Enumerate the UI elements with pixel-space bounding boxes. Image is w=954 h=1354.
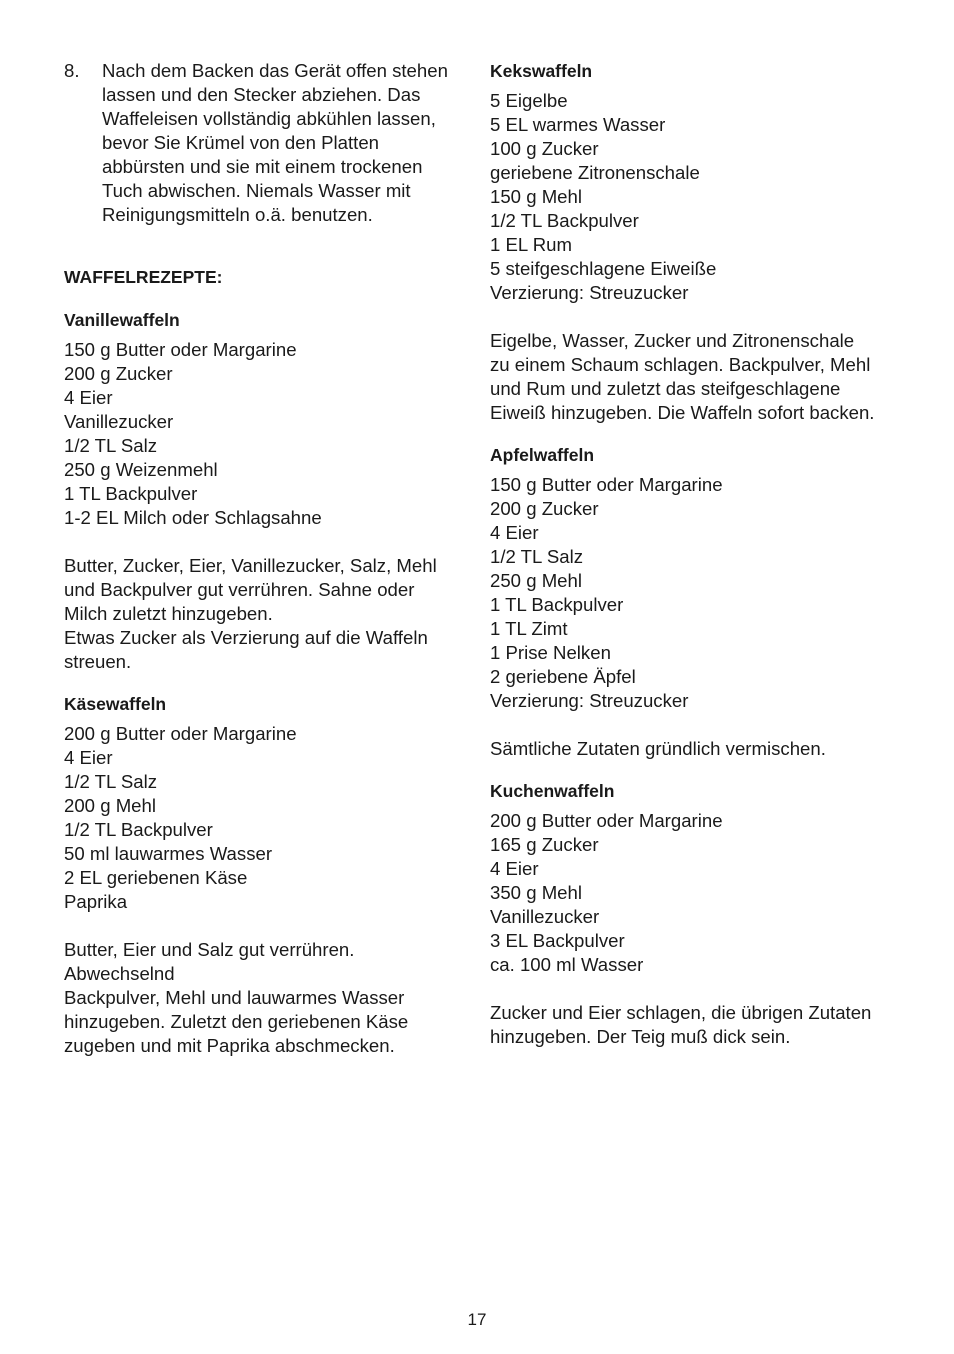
ingredient-line: 200 g Mehl — [64, 795, 156, 816]
step-text-line: abbürsten und sie mit einem trockenen — [102, 156, 423, 177]
ingredient-line: 150 g Mehl — [490, 186, 582, 207]
instruction-line: hinzugeben. Der Teig muß dick sein. — [490, 1026, 791, 1047]
instruction-line: Abwechselnd — [64, 963, 175, 984]
instructions-apfel — [490, 737, 910, 761]
instruction-line: Zucker und Eier schlagen, die übrigen Zutaten — [490, 1002, 872, 1023]
ingredient-line: 2 EL geriebenen Käse — [64, 867, 248, 888]
step-text-line: Waffeleisen vollständig abkühlen lassen, — [102, 108, 436, 129]
ingredient-line: 1 TL Zimt — [490, 618, 568, 639]
ingredient-line: 165 g Zucker — [490, 834, 599, 855]
ingredient-line: 1/2 TL Backpulver — [64, 819, 213, 840]
ingredient-line: 350 g Mehl — [490, 882, 582, 903]
ingredients-kuchen — [490, 809, 910, 977]
instructions-kuchen — [490, 1001, 910, 1049]
page-number: 17 — [467, 1310, 487, 1329]
ingredient-line: 250 g Weizenmehl — [64, 459, 218, 480]
ingredient-line: 200 g Butter oder Margarine — [490, 810, 723, 831]
recipe-title-kuchen: Kuchenwaffeln — [490, 781, 615, 801]
ingredient-line: 4 Eier — [490, 858, 539, 879]
ingredient-line: 3 EL Backpulver — [490, 930, 625, 951]
ingredient-line: 100 g Zucker — [490, 138, 599, 159]
instruction-line: Etwas Zucker als Verzierung auf die Waffeln — [64, 627, 428, 648]
ingredient-line: 1/2 TL Salz — [64, 771, 158, 792]
instruction-line: hinzugeben. Zuletzt den geriebenen Käse — [64, 1011, 409, 1032]
ingredient-line: 1-2 EL Milch oder Schlagsahne — [64, 507, 322, 528]
instruction-line: Butter, Eier und Salz gut verrühren. — [64, 939, 355, 960]
instructions-kaese — [64, 938, 472, 1058]
step-text-line: bevor Sie Krümel von den Platten — [102, 132, 379, 153]
ingredient-line: Vanillezucker — [64, 411, 174, 432]
ingredient-line: 5 Eigelbe — [490, 90, 568, 111]
step-number: 8. — [64, 60, 80, 81]
instruction-line: Backpulver, Mehl und lauwarmes Wasser — [64, 987, 405, 1008]
instruction-line: zugeben und mit Paprika abschmecken. — [64, 1035, 395, 1056]
recipe-title-kaese: Käsewaffeln — [64, 694, 167, 714]
instruction-line: streuen. — [64, 651, 132, 672]
ingredient-line: 5 steifgeschlagene Eiweiße — [490, 258, 717, 279]
step-text-line: Reinigungsmitteln o.ä. benutzen. — [102, 204, 373, 225]
ingredient-line: 200 g Butter oder Margarine — [64, 723, 297, 744]
step-text-line: Nach dem Backen das Gerät offen stehen — [102, 60, 448, 81]
instructions-keks — [490, 329, 910, 425]
ingredient-line: geriebene Zitronenschale — [490, 162, 700, 183]
ingredient-line: 1 Prise Nelken — [490, 642, 611, 663]
ingredient-line: Paprika — [64, 891, 128, 912]
instructions-vanille — [64, 554, 472, 674]
ingredient-line: ca. 100 ml Wasser — [490, 954, 644, 975]
ingredients-apfel — [490, 473, 910, 713]
ingredients-vanille — [64, 338, 472, 530]
ingredient-line: 150 g Butter oder Margarine — [490, 474, 723, 495]
left-column — [64, 59, 472, 1058]
ingredient-line: 150 g Butter oder Margarine — [64, 339, 297, 360]
ingredient-line: Verzierung: Streuzucker — [490, 282, 689, 303]
step-text-line: Tuch abwischen. Niemals Wasser mit — [102, 180, 411, 201]
ingredient-line: 200 g Zucker — [490, 498, 599, 519]
ingredient-line: 250 g Mehl — [490, 570, 582, 591]
recipe-title-vanille: Vanillewaffeln — [64, 310, 180, 330]
instruction-line: Eigelbe, Wasser, Zucker und Zitronenschale — [490, 330, 855, 351]
cleaning-step — [64, 59, 472, 227]
ingredient-line: 1 TL Backpulver — [64, 483, 198, 504]
ingredient-line: 2 geriebene Äpfel — [490, 666, 636, 687]
ingredient-line: 1 TL Backpulver — [490, 594, 624, 615]
instruction-line: Butter, Zucker, Eier, Vanillezucker, Salz, Mehl — [64, 555, 437, 576]
instruction-line: Sämtliche Zutaten gründlich vermischen. — [490, 738, 826, 759]
step-text-line: lassen und den Stecker abziehen. Das — [102, 84, 421, 105]
ingredient-line: 4 Eier — [64, 387, 113, 408]
instruction-line: und Rum und zuletzt das steifgeschlagene — [490, 378, 841, 399]
ingredients-keks — [490, 89, 910, 305]
instruction-line: Milch zuletzt hinzugeben. — [64, 603, 273, 624]
ingredient-line: 200 g Zucker — [64, 363, 173, 384]
ingredients-kaese — [64, 722, 472, 914]
ingredient-line: 1 EL Rum — [490, 234, 572, 255]
instruction-line: zu einem Schaum schlagen. Backpulver, Mehl — [490, 354, 871, 375]
ingredient-line: 5 EL warmes Wasser — [490, 114, 666, 135]
instruction-line: Eiweiß hinzugeben. Die Waffeln sofort backen. — [490, 402, 875, 423]
ingredient-line: 4 Eier — [490, 522, 539, 543]
ingredient-line: Verzierung: Streuzucker — [490, 690, 689, 711]
ingredient-line: 50 ml lauwarmes Wasser — [64, 843, 273, 864]
ingredient-line: 4 Eier — [64, 747, 113, 768]
ingredient-line: 1/2 TL Salz — [490, 546, 584, 567]
right-column — [490, 59, 910, 1049]
ingredient-line: Vanillezucker — [490, 906, 600, 927]
recipe-title-apfel: Apfelwaffeln — [490, 445, 595, 465]
step-text — [102, 59, 472, 227]
recipe-title-keks: Kekswaffeln — [490, 61, 593, 81]
ingredient-line: 1/2 TL Backpulver — [490, 210, 639, 231]
ingredient-line: 1/2 TL Salz — [64, 435, 158, 456]
main-heading: WAFFELREZEPTE: — [64, 267, 223, 287]
instruction-line: und Backpulver gut verrühren. Sahne oder — [64, 579, 415, 600]
